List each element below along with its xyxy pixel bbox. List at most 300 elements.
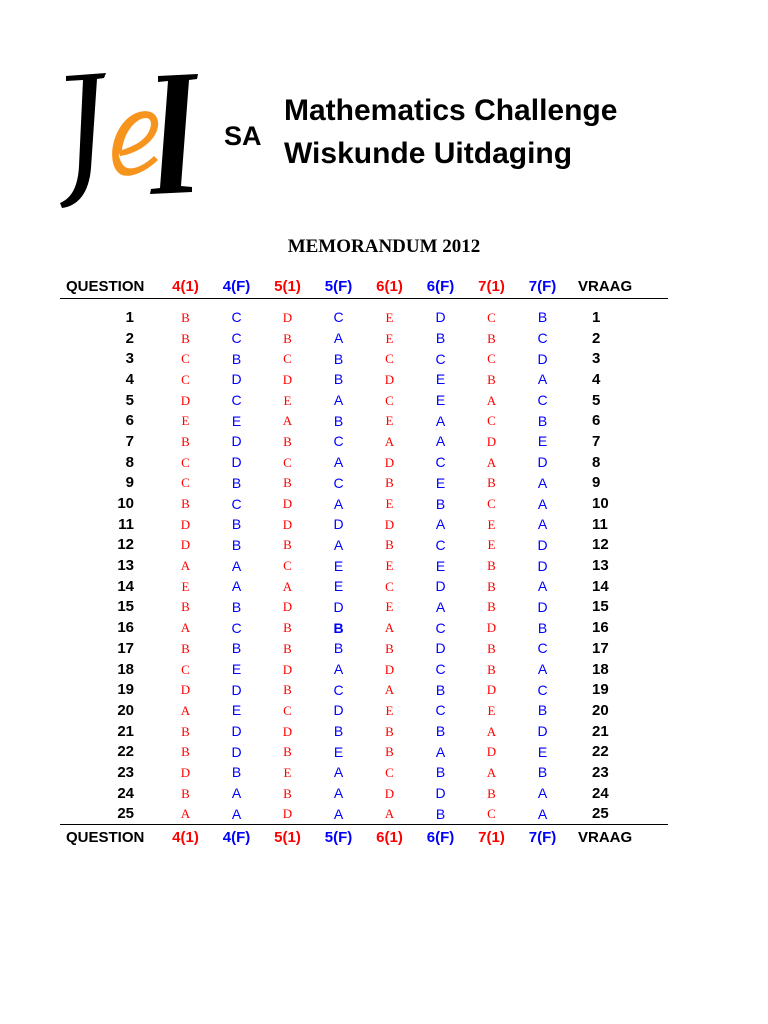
- answer-cell: B: [181, 640, 190, 656]
- answer-cell: A: [333, 764, 344, 781]
- answer-cell: B: [283, 433, 292, 449]
- vraag-number: 5: [592, 391, 601, 409]
- answer-cell: C: [537, 681, 548, 698]
- question-number: 5: [125, 391, 134, 409]
- answer-cell: C: [385, 392, 394, 408]
- answer-cell: B: [385, 744, 394, 760]
- answer-table: [60, 274, 668, 849]
- answer-cell: C: [231, 495, 242, 512]
- answer-cell: B: [537, 619, 548, 636]
- answer-cell: D: [537, 454, 548, 471]
- answer-cell: E: [283, 392, 292, 408]
- answer-cell: B: [283, 620, 292, 636]
- answer-rows: [60, 299, 668, 825]
- vraag-number: 24: [592, 784, 609, 802]
- answer-cell: B: [487, 371, 496, 387]
- vraag-number: 21: [592, 722, 609, 740]
- question-number: 14: [117, 577, 134, 595]
- question-number: 23: [117, 763, 134, 781]
- question-number: 4: [125, 370, 134, 388]
- answer-cell: C: [435, 619, 446, 636]
- table-row: [60, 431, 668, 452]
- table-row: [60, 783, 668, 804]
- answer-cell: D: [537, 536, 548, 553]
- jei-logo: [58, 68, 208, 210]
- question-number: 16: [117, 619, 134, 637]
- answer-cell: D: [384, 785, 395, 801]
- answer-cell: B: [283, 785, 292, 801]
- answer-cell: B: [283, 537, 292, 553]
- answer-cell: C: [181, 475, 190, 491]
- question-number: 9: [125, 474, 134, 492]
- answer-cell: D: [231, 743, 242, 760]
- answer-cell: C: [435, 661, 446, 678]
- answer-cell: C: [283, 702, 292, 718]
- answer-cell: B: [487, 330, 496, 346]
- answer-cell: D: [180, 516, 191, 532]
- answer-cell: A: [333, 805, 344, 822]
- answer-cell: A: [537, 495, 548, 512]
- answer-cell: C: [385, 351, 394, 367]
- answer-cell: D: [180, 537, 191, 553]
- answer-cell: B: [283, 744, 292, 760]
- answer-cell: B: [283, 330, 292, 346]
- table-row: [60, 514, 668, 535]
- answer-cell: B: [487, 785, 496, 801]
- answer-cell: B: [333, 723, 344, 740]
- vraag-number: 14: [592, 577, 609, 595]
- answer-cell: D: [333, 702, 344, 719]
- vraag-number: 15: [592, 598, 609, 616]
- table-row: [60, 328, 668, 349]
- answer-cell: A: [282, 413, 293, 429]
- answer-cell: C: [487, 351, 496, 367]
- answer-cell: A: [282, 578, 293, 594]
- question-number: 3: [125, 350, 134, 368]
- table-row: [60, 741, 668, 762]
- answer-cell: D: [231, 454, 242, 471]
- answer-cell: A: [486, 723, 497, 739]
- answer-cell: A: [333, 495, 344, 512]
- answer-cell: B: [283, 475, 292, 491]
- answer-cell: C: [181, 351, 190, 367]
- answer-cell: B: [181, 309, 190, 325]
- answer-cell: A: [384, 806, 395, 822]
- answer-cell: B: [283, 682, 292, 698]
- answer-cell: D: [333, 598, 344, 615]
- answer-cell: B: [333, 619, 344, 636]
- answer-cell: B: [231, 350, 242, 367]
- answer-cell: C: [333, 474, 344, 491]
- answer-cell: C: [283, 351, 292, 367]
- answer-cell: C: [181, 661, 190, 677]
- answer-cell: D: [333, 516, 344, 533]
- answer-cell: A: [486, 764, 497, 780]
- vraag-number: 25: [592, 805, 609, 823]
- answer-cell: A: [333, 785, 344, 802]
- answer-cell: C: [231, 392, 242, 409]
- answer-cell: B: [487, 578, 496, 594]
- answer-cell: A: [231, 805, 242, 822]
- vraag-number: 8: [592, 453, 601, 471]
- table-row: [60, 638, 668, 659]
- answer-cell: D: [180, 682, 191, 698]
- answer-cell: B: [181, 330, 190, 346]
- answer-cell: D: [384, 454, 395, 470]
- column-footer: 4(F): [222, 828, 251, 846]
- vraag-number: 1: [592, 308, 601, 326]
- answer-cell: A: [333, 392, 344, 409]
- answer-cell: D: [180, 392, 191, 408]
- answer-cell: A: [435, 433, 446, 450]
- answer-cell: A: [537, 805, 548, 822]
- vraag-number: 19: [592, 681, 609, 699]
- answer-cell: A: [435, 743, 446, 760]
- answer-cell: D: [282, 371, 293, 387]
- answer-cell: A: [231, 785, 242, 802]
- answer-cell: B: [487, 475, 496, 491]
- answer-cell: D: [537, 350, 548, 367]
- question-number: 13: [117, 557, 134, 575]
- answer-cell: C: [435, 536, 446, 553]
- column-footer: 5(1): [274, 828, 301, 846]
- answer-cell: B: [537, 412, 548, 429]
- table-row: [60, 369, 668, 390]
- answer-cell: C: [333, 309, 344, 326]
- answer-cell: A: [537, 474, 548, 491]
- answer-cell: D: [231, 723, 242, 740]
- answer-cell: D: [282, 516, 293, 532]
- answer-cell: C: [181, 371, 190, 387]
- answer-cell: E: [537, 743, 548, 760]
- answer-cell: C: [231, 330, 242, 347]
- answer-cell: B: [435, 681, 446, 698]
- vraag-number: 12: [592, 536, 609, 554]
- question-number: 21: [117, 722, 134, 740]
- answer-cell: E: [333, 557, 344, 574]
- answer-cell: A: [435, 598, 446, 615]
- answer-cell: E: [435, 392, 446, 409]
- footer-row: [60, 825, 668, 850]
- table-row: [60, 348, 668, 369]
- answer-cell: A: [435, 516, 446, 533]
- answer-cell: B: [385, 640, 394, 656]
- table-row: [60, 617, 668, 638]
- answer-cell: C: [333, 433, 344, 450]
- answer-cell: B: [231, 536, 242, 553]
- answer-cell: E: [487, 516, 496, 532]
- answer-cell: B: [537, 764, 548, 781]
- table-row: [60, 700, 668, 721]
- question-number: 12: [117, 536, 134, 554]
- answer-cell: D: [384, 371, 395, 387]
- answer-cell: B: [435, 805, 446, 822]
- answer-cell: E: [487, 537, 496, 553]
- answer-cell: E: [231, 702, 242, 719]
- answer-cell: B: [333, 412, 344, 429]
- table-row: [60, 597, 668, 618]
- question-number: 7: [125, 432, 134, 450]
- column-header: 4(1): [172, 277, 199, 295]
- answer-cell: B: [487, 599, 496, 615]
- answer-cell: C: [283, 558, 292, 574]
- answer-cell: D: [282, 806, 293, 822]
- answer-cell: B: [181, 723, 190, 739]
- column-footer: 7(F): [528, 828, 557, 846]
- column-footer: 7(1): [478, 828, 505, 846]
- answer-cell: B: [231, 640, 242, 657]
- answer-cell: C: [537, 392, 548, 409]
- answer-cell: A: [537, 371, 548, 388]
- column-header: 4(F): [222, 277, 251, 295]
- answer-cell: A: [333, 661, 344, 678]
- vraag-number: 6: [592, 412, 601, 430]
- answer-cell: C: [333, 681, 344, 698]
- answer-cell: C: [435, 454, 446, 471]
- vraag-number: 17: [592, 639, 609, 657]
- column-header: 7(1): [478, 277, 505, 295]
- column-header: 6(F): [426, 277, 455, 295]
- column-footer: 5(F): [324, 828, 353, 846]
- answer-cell: D: [231, 433, 242, 450]
- answer-cell: C: [537, 640, 548, 657]
- answer-cell: E: [385, 330, 394, 346]
- column-header: 5(F): [324, 277, 353, 295]
- question-number: 10: [117, 495, 134, 513]
- answer-cell: E: [333, 743, 344, 760]
- vraag-number: 2: [592, 329, 601, 347]
- answer-cell: D: [180, 764, 191, 780]
- answer-cell: C: [435, 702, 446, 719]
- answer-cell: B: [181, 433, 190, 449]
- answer-cell: B: [283, 640, 292, 656]
- vraag-number: 16: [592, 619, 609, 637]
- answer-cell: C: [487, 806, 496, 822]
- answer-cell: E: [181, 578, 190, 594]
- header-row: [60, 274, 668, 299]
- question-header: QUESTION: [66, 277, 145, 295]
- answer-cell: B: [435, 330, 446, 347]
- answer-cell: E: [385, 309, 394, 325]
- answer-cell: D: [282, 599, 293, 615]
- answer-cell: B: [333, 371, 344, 388]
- column-header: 5(1): [274, 277, 301, 295]
- answer-cell: E: [333, 578, 344, 595]
- vraag-number: 9: [592, 474, 601, 492]
- vraag-number: 13: [592, 557, 609, 575]
- question-number: 8: [125, 453, 134, 471]
- answer-cell: B: [181, 744, 190, 760]
- table-row: [60, 299, 668, 328]
- table-row: [60, 555, 668, 576]
- vraag-number: 3: [592, 350, 601, 368]
- answer-cell: E: [385, 496, 394, 512]
- answer-cell: D: [282, 661, 293, 677]
- answer-cell: A: [435, 412, 446, 429]
- column-header: 7(F): [528, 277, 557, 295]
- answer-cell: C: [283, 454, 292, 470]
- answer-cell: B: [231, 598, 242, 615]
- table-row: [60, 659, 668, 680]
- answer-cell: D: [384, 516, 395, 532]
- column-header: 6(1): [376, 277, 403, 295]
- table-row: [60, 804, 668, 825]
- answer-cell: A: [231, 557, 242, 574]
- question-number: 19: [117, 681, 134, 699]
- answer-cell: D: [537, 723, 548, 740]
- answer-cell: E: [181, 413, 190, 429]
- answer-cell: D: [486, 744, 497, 760]
- question-number: 1: [125, 308, 134, 326]
- answer-cell: C: [487, 309, 496, 325]
- answer-cell: D: [282, 309, 293, 325]
- answer-cell: B: [537, 309, 548, 326]
- vraag-number: 23: [592, 763, 609, 781]
- answer-cell: D: [486, 433, 497, 449]
- answer-cell: D: [231, 371, 242, 388]
- vraag-header: VRAAG: [578, 277, 633, 295]
- table-row: [60, 721, 668, 742]
- answer-cell: B: [487, 558, 496, 574]
- table-row: [60, 535, 668, 556]
- vraag-number: 4: [592, 370, 601, 388]
- answer-cell: D: [435, 578, 446, 595]
- answer-cell: D: [486, 620, 497, 636]
- vraag-number: 18: [592, 660, 609, 678]
- answer-cell: A: [384, 620, 395, 636]
- answer-cell: E: [537, 433, 548, 450]
- answer-cell: D: [384, 661, 395, 677]
- answer-cell: E: [385, 702, 394, 718]
- table-row: [60, 679, 668, 700]
- answer-cell: A: [333, 330, 344, 347]
- vraag-number: 11: [592, 515, 608, 533]
- answer-cell: C: [487, 496, 496, 512]
- sa-label: SA: [224, 121, 262, 151]
- question-number: 25: [117, 805, 134, 823]
- answer-cell: B: [435, 723, 446, 740]
- answer-cell: E: [231, 412, 242, 429]
- answer-cell: E: [435, 371, 446, 388]
- answer-cell: C: [181, 454, 190, 470]
- answer-cell: A: [180, 702, 191, 718]
- answer-cell: E: [435, 474, 446, 491]
- answer-cell: C: [435, 350, 446, 367]
- answer-cell: A: [384, 433, 395, 449]
- answer-cell: B: [385, 475, 394, 491]
- memorandum-title: MEMORANDUM 2012: [287, 236, 481, 257]
- answer-cell: A: [537, 578, 548, 595]
- table-row: [60, 410, 668, 431]
- answer-cell: B: [181, 599, 190, 615]
- answer-cell: A: [384, 682, 395, 698]
- question-number: 6: [125, 412, 134, 430]
- answer-cell: D: [435, 640, 446, 657]
- answer-cell: B: [487, 661, 496, 677]
- answer-cell: E: [385, 599, 394, 615]
- answer-cell: B: [333, 350, 344, 367]
- answer-cell: E: [385, 558, 394, 574]
- table-row: [60, 762, 668, 783]
- answer-cell: A: [180, 620, 191, 636]
- question-footer: QUESTION: [66, 828, 145, 846]
- answer-cell: D: [282, 496, 293, 512]
- answer-cell: B: [231, 764, 242, 781]
- answer-cell: D: [231, 681, 242, 698]
- column-footer: 6(F): [426, 828, 455, 846]
- table-row: [60, 493, 668, 514]
- answer-cell: C: [487, 413, 496, 429]
- answer-cell: A: [537, 661, 548, 678]
- question-number: 22: [117, 743, 134, 761]
- question-number: 15: [117, 598, 134, 616]
- answer-cell: B: [181, 496, 190, 512]
- answer-cell: A: [537, 516, 548, 533]
- vraag-footer: VRAAG: [578, 828, 633, 846]
- answer-cell: B: [385, 537, 394, 553]
- answer-cell: C: [385, 578, 394, 594]
- vraag-number: 22: [592, 743, 609, 761]
- answer-cell: B: [231, 474, 242, 491]
- answer-cell: A: [486, 454, 497, 470]
- answer-cell: B: [435, 495, 446, 512]
- answer-cell: C: [231, 619, 242, 636]
- answer-cell: B: [231, 516, 242, 533]
- answer-cell: A: [333, 536, 344, 553]
- title-afrikaans: Wiskunde Uitdaging: [284, 137, 573, 170]
- answer-cell: E: [283, 764, 292, 780]
- answer-cell: D: [435, 785, 446, 802]
- answer-cell: E: [435, 557, 446, 574]
- answer-cell: C: [537, 330, 548, 347]
- table-row: [60, 390, 668, 411]
- table-row: [60, 452, 668, 473]
- vraag-number: 7: [592, 432, 601, 450]
- answer-cell: B: [487, 640, 496, 656]
- answer-cell: A: [486, 392, 497, 408]
- vraag-number: 10: [592, 495, 609, 513]
- answer-cell: D: [537, 557, 548, 574]
- answer-cell: A: [180, 558, 191, 574]
- answer-cell: E: [231, 661, 242, 678]
- answer-cell: B: [537, 702, 548, 719]
- question-number: 24: [117, 784, 134, 802]
- question-number: 11: [118, 515, 134, 533]
- answer-cell: B: [385, 723, 394, 739]
- answer-cell: D: [282, 723, 293, 739]
- answer-cell: E: [487, 702, 496, 718]
- answer-cell: C: [231, 309, 242, 326]
- table-row: [60, 473, 668, 494]
- answer-cell: D: [537, 598, 548, 615]
- answer-cell: B: [181, 785, 190, 801]
- answer-cell: A: [537, 785, 548, 802]
- answer-cell: C: [385, 764, 394, 780]
- vraag-number: 20: [592, 701, 609, 719]
- table-row: [60, 576, 668, 597]
- answer-cell: A: [333, 454, 344, 471]
- answer-cell: A: [231, 578, 242, 595]
- answer-cell: E: [385, 413, 394, 429]
- answer-cell: A: [180, 806, 191, 822]
- answer-cell: D: [486, 682, 497, 698]
- column-footer: 6(1): [376, 828, 403, 846]
- question-number: 18: [117, 660, 134, 678]
- title-english: Mathematics Challenge: [284, 94, 618, 127]
- answer-cell: B: [435, 764, 446, 781]
- column-footer: 4(1): [172, 828, 199, 846]
- question-number: 20: [117, 701, 134, 719]
